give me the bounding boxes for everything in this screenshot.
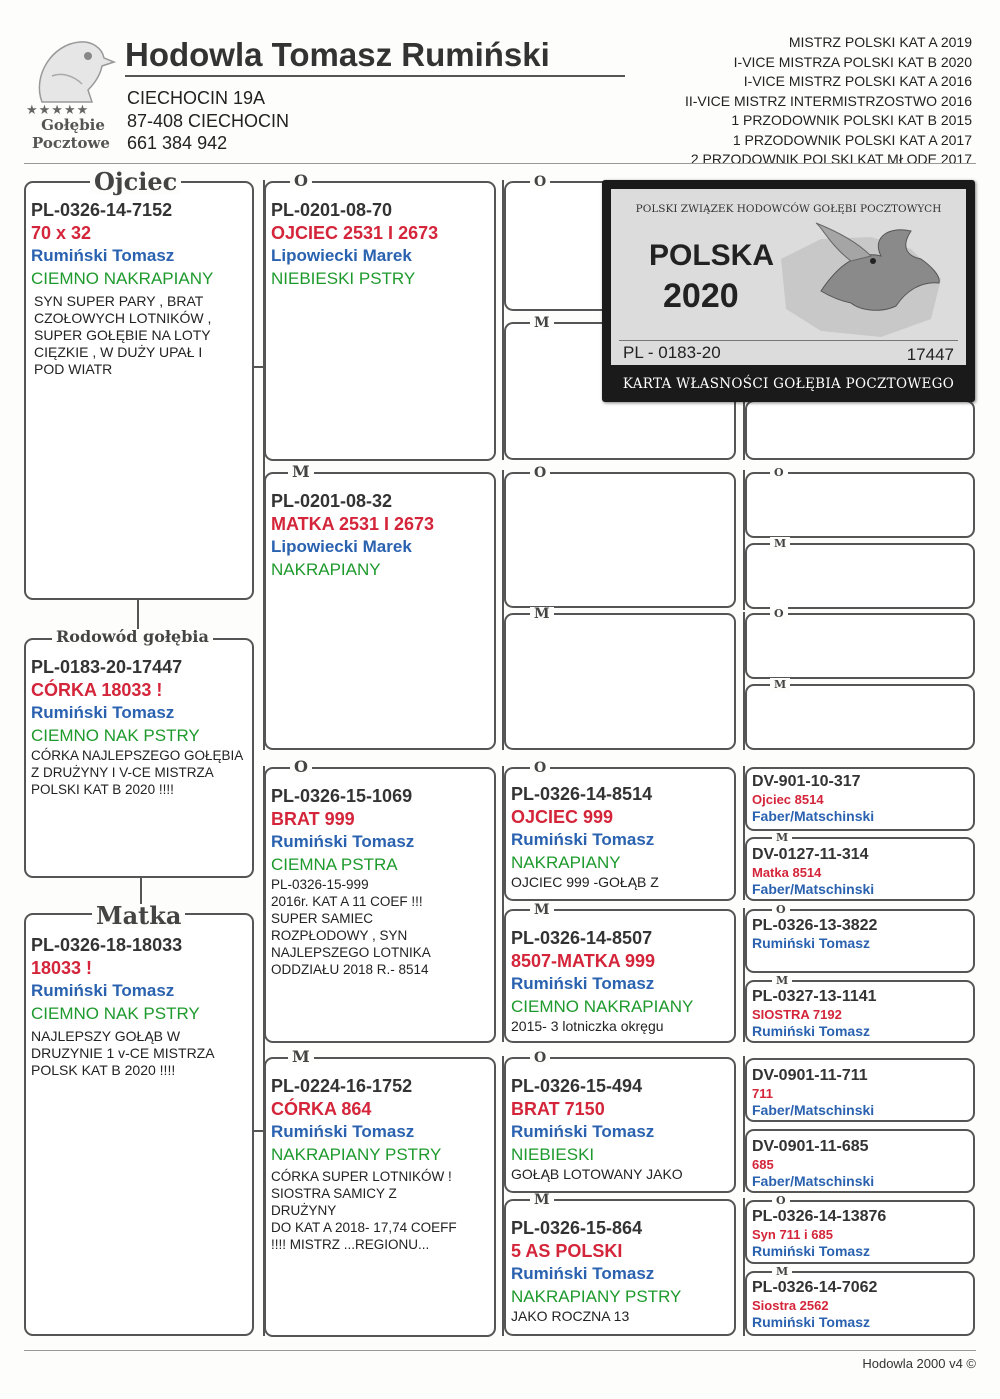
achievement: 1 PRZODOWNIK POLSKI KAT B 2015	[731, 112, 972, 128]
address-line-2: 87-408 CIECHOCIN	[127, 111, 290, 131]
card-number: 17447	[906, 345, 954, 364]
description: SYN SUPER PARY , BRAT CZOŁOWYCH LOTNIKÓW , SUPER GOŁĘBIE NA LOTY CIĘZKIE , W DUŻY UPAŁ I POD WIATR	[34, 293, 212, 377]
owner: Faber/Matschinski	[752, 1102, 875, 1118]
label-m: M	[288, 1049, 314, 1065]
label-ojciec: Ojciec	[90, 170, 181, 194]
label-o: O	[772, 903, 790, 917]
label-o: O	[770, 607, 788, 621]
card-divider	[619, 340, 958, 341]
label-m: M	[772, 831, 792, 845]
owner: Lipowiecki Marek	[271, 246, 412, 265]
footer-divider	[24, 1350, 976, 1351]
card-country: POLSKA	[649, 239, 775, 272]
bird-name: 8507-MATKA 999	[511, 951, 656, 971]
owner: Faber/Matschinski	[752, 808, 875, 824]
bird-name: 711	[752, 1086, 773, 1101]
owner: Rumiński Tomasz	[511, 1264, 655, 1283]
description: NAJLEPSZY GOŁĄB W DRUZYNIE 1 v-CE MISTRZA POLSK KAT B 2020 !!!!	[31, 1028, 215, 1078]
pedigree-box-g5[interactable]	[745, 767, 975, 831]
achievement: 2 PRZODOWNIK POLSKI KAT MŁODE 2017	[690, 151, 972, 167]
plumage-color: CIEMNO NAK PSTRY	[31, 726, 200, 745]
logo-text-2: Pocztowe	[32, 134, 110, 152]
description: CÓRKA NAJLEPSZEGO GOŁĘBIA Z DRUŻYNY I V-CE MISTRZA POLSKI KAT B 2020 !!!!	[31, 748, 243, 797]
pedigree-box-fm[interactable]	[264, 472, 496, 750]
owner: Faber/Matschinski	[752, 881, 875, 897]
plumage-color: NAKRAPIANY PSTRY	[511, 1287, 682, 1306]
pedigree-box-g5[interactable]	[745, 1058, 975, 1122]
bird-name: BRAT 999	[271, 809, 355, 829]
label-m: M	[530, 316, 554, 330]
bird-name: 70 x 32	[31, 223, 92, 243]
label-o: O	[530, 175, 550, 189]
bird-name: Ojciec 8514	[752, 792, 824, 807]
footer-version: Hodowla 2000 v4 ©	[862, 1356, 976, 1371]
description: OJCIEC 999 -GOŁĄB Z	[511, 874, 659, 890]
label-m: M	[772, 974, 792, 988]
label-m: M	[288, 464, 314, 480]
bird-name: 5 AS POLSKI	[511, 1241, 623, 1261]
owner: Rumiński Tomasz	[271, 1122, 415, 1141]
ring-number: PL-0326-14-7062	[752, 1279, 878, 1296]
achievements	[685, 33, 972, 170]
label-o: O	[530, 466, 550, 480]
ring-number: PL-0183-20-17447	[31, 657, 183, 677]
bird-name: Syn 711 i 685	[752, 1227, 833, 1242]
pigeon-head-icon	[22, 36, 120, 106]
pedigree-box-g5[interactable]	[745, 1200, 975, 1264]
pedigree-box-empty[interactable]	[745, 613, 975, 679]
owner: Rumiński Tomasz	[31, 246, 175, 265]
plumage-color: NAKRAPIANY	[511, 853, 621, 872]
ring-number: DV-0127-11-314	[752, 846, 869, 863]
bird-name: Matka 8514	[752, 865, 822, 880]
bird-name: Siostra 2562	[752, 1298, 829, 1313]
bird-name: BRAT 7150	[511, 1099, 605, 1119]
ring-number: PL-0326-14-7152	[31, 200, 173, 220]
ownership-card	[602, 180, 975, 402]
bird-name: OJCIEC 999	[511, 807, 614, 827]
card-org: POLSKI ZWIĄZEK HODOWCÓW GOŁĘBI POCZTOWYCH	[635, 203, 942, 215]
achievement: I-VICE MISTRZ POLSKI KAT A 2016	[743, 73, 972, 89]
owner: Lipowiecki Marek	[271, 537, 412, 556]
ring-number: PL-0326-15-1069	[271, 786, 413, 806]
pedigree-box-empty[interactable]	[504, 613, 736, 750]
pedigree-box-mff[interactable]	[504, 767, 736, 901]
card-footer: KARTA WŁASNOŚCI GOŁĘBIA POCZTOWEGO	[622, 376, 955, 392]
pedigree-box-father[interactable]	[24, 181, 254, 600]
owner: Rumiński Tomasz	[752, 935, 870, 951]
owner: Faber/Matschinski	[752, 1173, 875, 1189]
pedigree-box-g5[interactable]	[745, 1271, 975, 1336]
plumage-color: CIEMNO NAKRAPIANY	[31, 269, 214, 288]
card-panel	[611, 189, 966, 365]
pedigree-box-g5[interactable]	[745, 837, 975, 901]
plumage-color: NAKRAPIANY PSTRY	[271, 1145, 442, 1164]
pedigree-box-subject[interactable]	[24, 638, 254, 878]
header-divider	[24, 163, 976, 164]
pedigree-box-mother[interactable]	[24, 913, 254, 1336]
description: GOŁĄB LOTOWANY JAKO	[511, 1166, 683, 1182]
bird-name: MATKA 2531 I 2673	[271, 514, 435, 534]
label-m: M	[530, 1193, 554, 1207]
address-line-1: CIECHOCIN 19A	[127, 88, 266, 108]
ring-number: PL-0224-16-1752	[271, 1076, 413, 1096]
pedigree-box-ff[interactable]	[264, 181, 496, 461]
pedigree-box-g5[interactable]	[745, 1129, 975, 1193]
bird-name: SIOSTRA 7192	[752, 1007, 842, 1022]
pedigree-box-empty[interactable]	[745, 543, 975, 609]
ring-number: DV-0901-11-711	[752, 1067, 868, 1084]
ring-number: PL-0326-18-18033	[31, 935, 183, 955]
description: PL-0326-15-999 2016r. KAT A 11 COEF !!! SUPER SAMIEC ROZPŁODOWY , SYN NAJLEPSZEGO LOTNIKA ODDZIAŁU 2018 R.- 8514	[271, 877, 431, 977]
ring-number: PL-0201-08-32	[271, 491, 393, 511]
owner: Rumiński Tomasz	[511, 830, 655, 849]
ring-number: DV-901-10-317	[752, 773, 861, 790]
label-o: O	[290, 173, 312, 189]
header	[0, 0, 1000, 170]
achievement: I-VICE MISTRZA POLSKI KAT B 2020	[733, 53, 972, 70]
pedigree-box-g5[interactable]	[745, 909, 975, 973]
description: CÓRKA SUPER LOTNIKÓW ! SIOSTRA SAMICY Z DRUŻYNY DO KAT A 2018- 17,74 COEFF !!!! MISTRZ ...REGIONU...	[271, 1169, 457, 1252]
label-o: O	[770, 466, 788, 480]
label-m: M	[770, 678, 790, 692]
pigeon-icon	[811, 221, 951, 331]
label-m: M	[530, 607, 554, 621]
ring-number: PL-0326-13-3822	[752, 917, 878, 934]
bird-name: OJCIEC 2531 I 2673	[271, 223, 439, 243]
page-title: Hodowla Tomasz Rumiński	[125, 36, 550, 73]
bird-name: CÓRKA 18033 !	[31, 680, 163, 700]
bird-name: CÓRKA 864	[271, 1099, 372, 1119]
plumage-color: CIEMNA PSTRA	[271, 855, 398, 874]
label-m: M	[530, 903, 554, 917]
ring-number: DV-0901-11-685	[752, 1138, 869, 1155]
pedigree-box-empty[interactable]	[504, 472, 736, 608]
stars: ★★★★★	[26, 102, 90, 117]
pedigree-box-g5[interactable]	[745, 980, 975, 1043]
achievement: MISTRZ POLSKI KAT A 2019	[788, 34, 972, 50]
bird-name: 685	[752, 1157, 774, 1172]
owner: Rumiński Tomasz	[31, 981, 175, 1000]
description: JAKO ROCZNA 13	[511, 1308, 630, 1324]
owner: Rumiński Tomasz	[511, 974, 655, 993]
label-o: O	[530, 1051, 550, 1065]
pedigree-box-mmm[interactable]	[504, 1199, 736, 1336]
label-o: O	[772, 1194, 790, 1208]
logo-text-1: Gołębie	[41, 116, 105, 134]
pedigree-box-mmf[interactable]	[504, 1057, 736, 1193]
pedigree-box-mfm[interactable]	[504, 909, 736, 1043]
label-o: O	[290, 759, 312, 775]
ring-number: PL-0327-13-1141	[752, 988, 877, 1005]
pedigree-box-mm[interactable]	[264, 1057, 496, 1337]
label-o: O	[530, 761, 550, 775]
plumage-color: NIEBIESKI	[511, 1145, 595, 1164]
label-m: M	[770, 537, 790, 551]
achievement: II-VICE MISTRZ INTERMISTRZOSTWO 2016	[684, 92, 972, 109]
achievement: 1 PRZODOWNIK POLSKI KAT A 2017	[732, 131, 972, 148]
ring-number: PL-0326-14-13876	[752, 1208, 887, 1225]
pedigree-box-empty[interactable]	[745, 684, 975, 750]
title-underline	[125, 75, 625, 77]
owner: Rumiński Tomasz	[511, 1122, 655, 1141]
owner: Rumiński Tomasz	[752, 1243, 870, 1259]
label-matka: Matka	[92, 904, 185, 928]
pedigree-box-empty[interactable]	[745, 472, 975, 538]
plumage-color: NAKRAPIANY	[271, 560, 381, 579]
ring-number: PL-0201-08-70	[271, 200, 393, 220]
pigeon-logo	[22, 36, 120, 154]
plumage-color: CIEMNO NAKRAPIANY	[511, 997, 694, 1016]
owner: Rumiński Tomasz	[752, 1314, 870, 1330]
label-rodowod: Rodowód gołębia	[52, 629, 213, 645]
card-year: 2020	[663, 277, 739, 315]
owner: Rumiński Tomasz	[31, 703, 175, 722]
owner: Rumiński Tomasz	[271, 832, 415, 851]
bird-name: 18033 !	[31, 958, 93, 978]
ring-number: PL-0326-15-494	[511, 1076, 643, 1096]
phone: 661 384 942	[127, 133, 228, 153]
plumage-color: CIEMNO NAK PSTRY	[31, 1004, 200, 1023]
ring-number: PL-0326-15-864	[511, 1218, 643, 1238]
ring-number: PL-0326-14-8507	[511, 928, 653, 948]
description: 2015- 3 lotniczka okręgu	[511, 1018, 664, 1034]
plumage-color: NIEBIESKI PSTRY	[271, 269, 416, 288]
owner: Rumiński Tomasz	[752, 1023, 870, 1039]
pedigree-box-mf[interactable]	[264, 767, 496, 1043]
ring-number: PL-0326-14-8514	[511, 784, 653, 804]
card-ring: PL - 0183-20	[623, 343, 721, 362]
pedigree-box-empty[interactable]	[745, 400, 975, 460]
label-m: M	[772, 1265, 792, 1279]
